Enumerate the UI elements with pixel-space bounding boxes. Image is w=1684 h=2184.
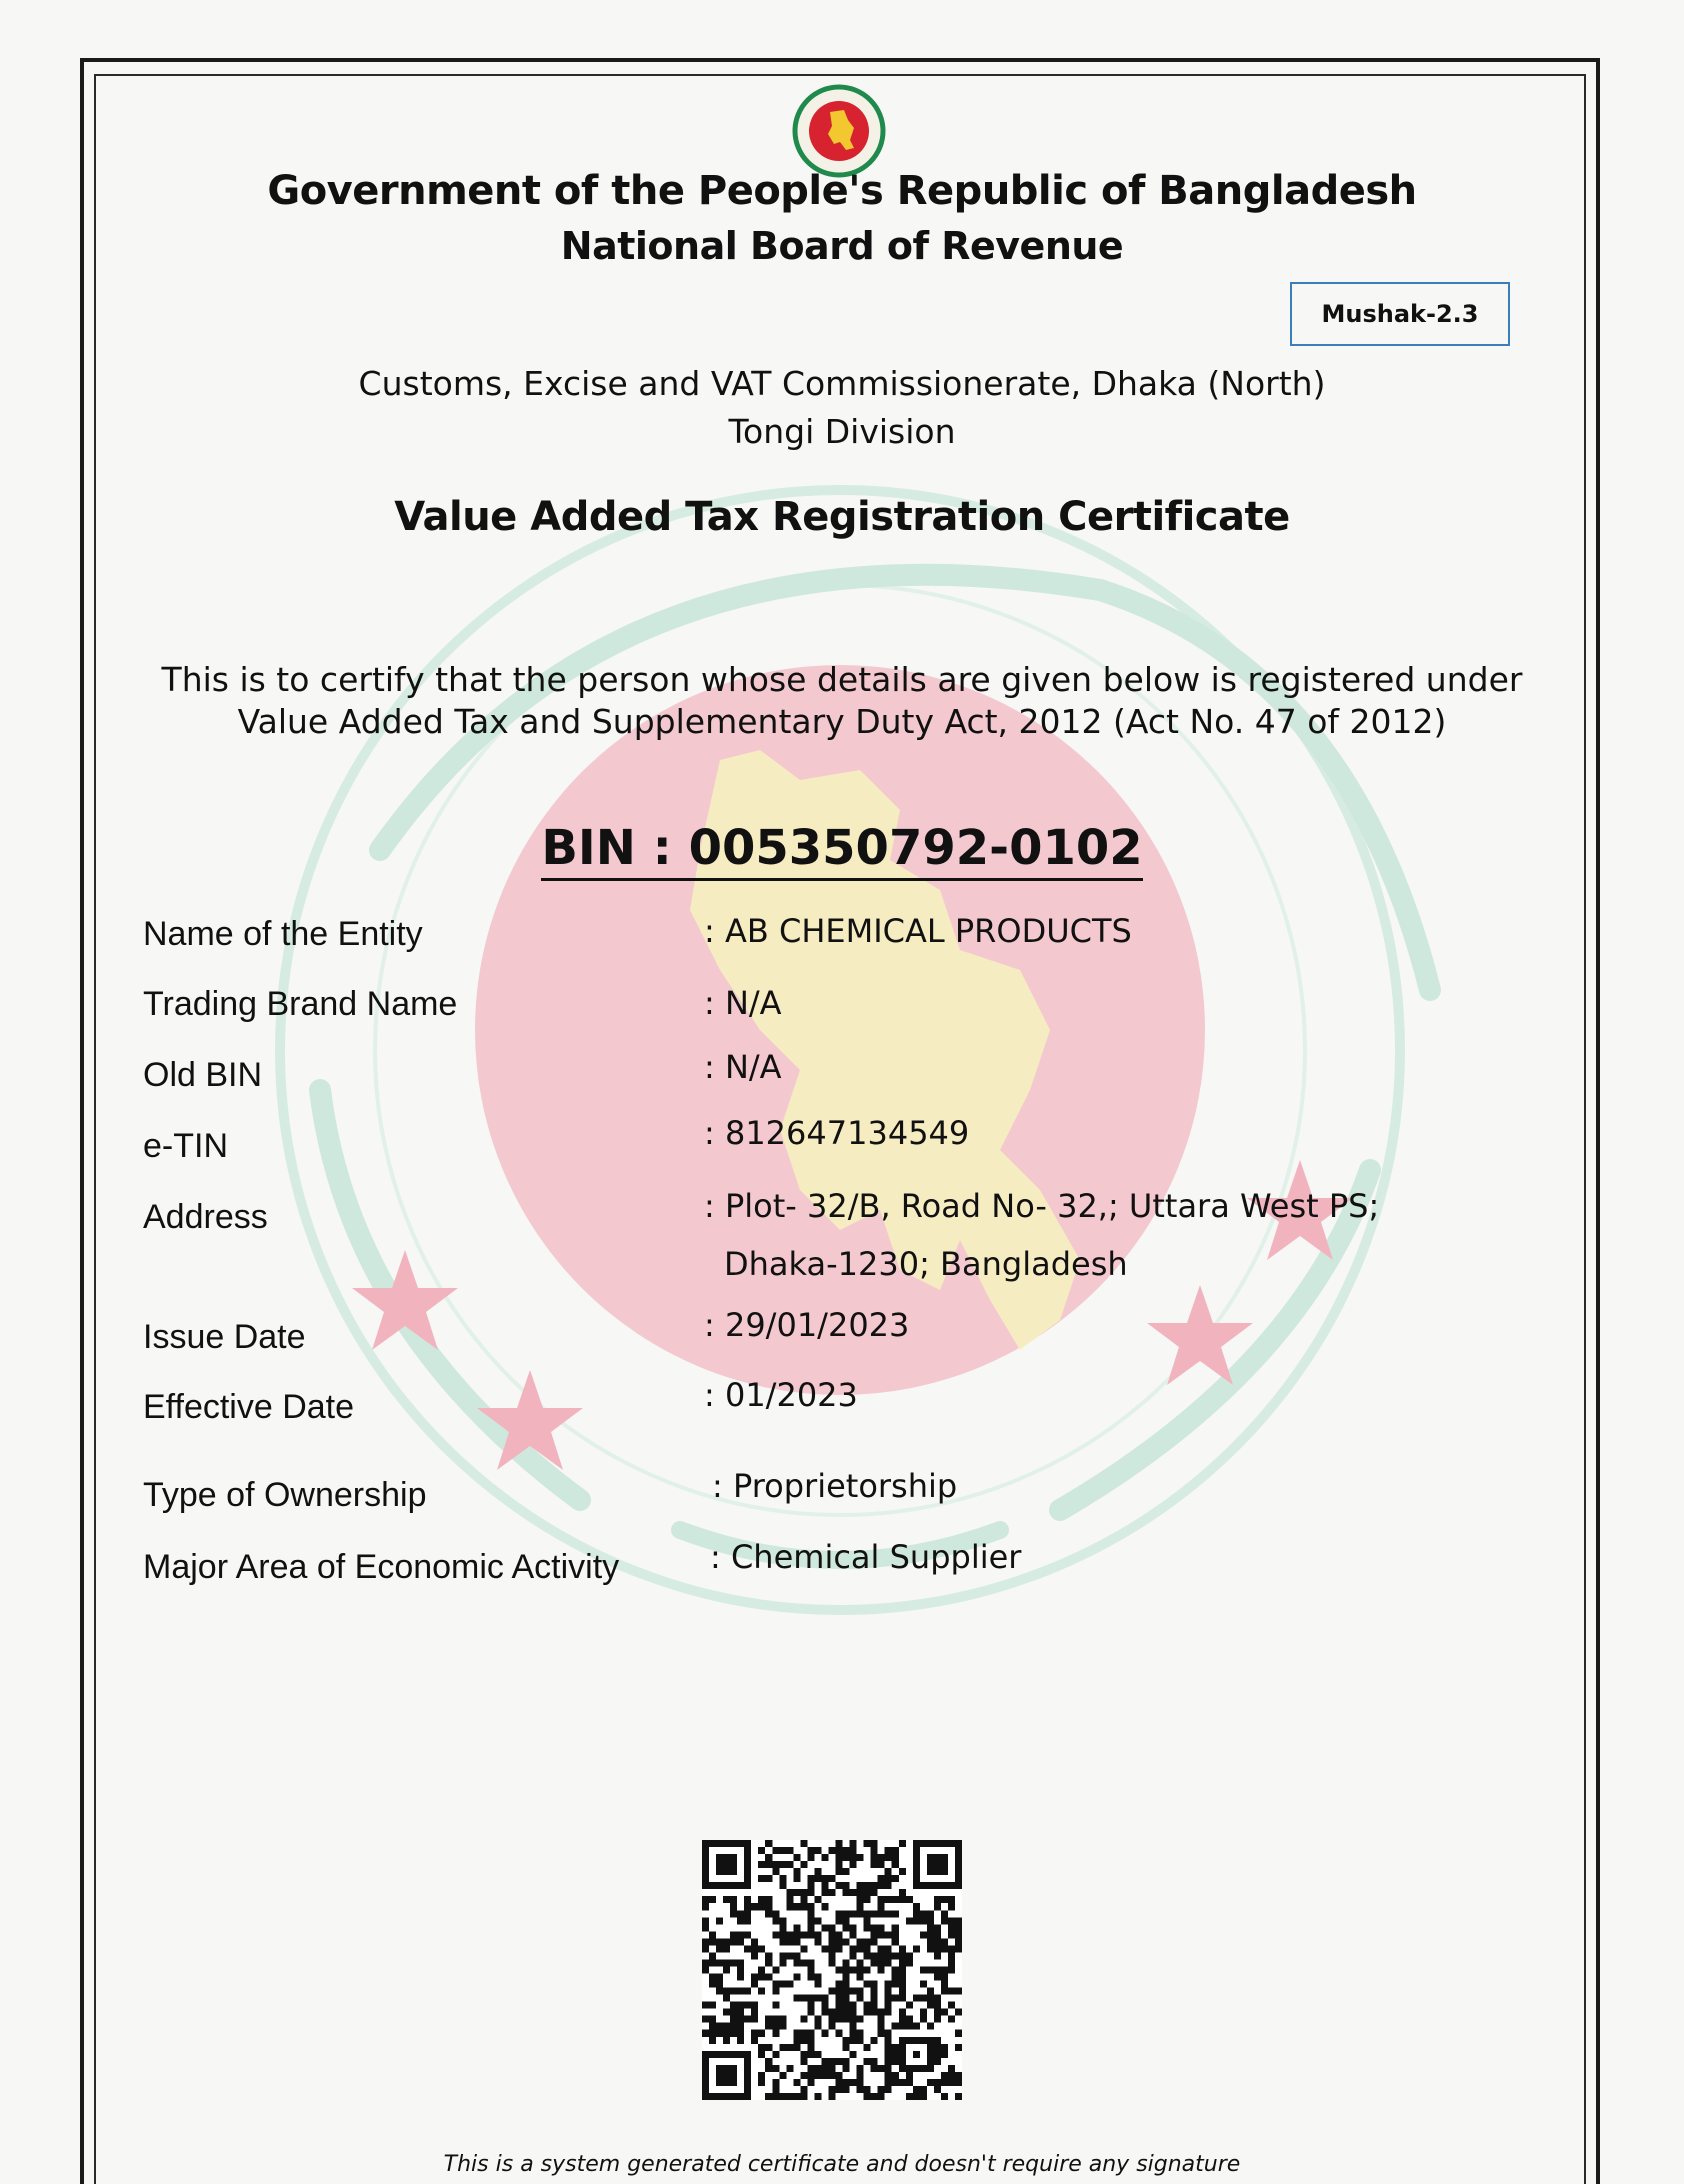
division: Tongi Division — [728, 412, 956, 451]
value-etin: : 812647134549 — [704, 1114, 970, 1152]
value-old-bin: : N/A — [704, 1048, 782, 1086]
value-issue-date: : 29/01/2023 — [704, 1306, 910, 1344]
certify-statement-line-1: This is to certify that the person whose details are given below is registered under — [161, 660, 1523, 699]
board-title: National Board of Revenue — [560, 224, 1124, 268]
government-emblem-icon — [792, 84, 886, 178]
label-issue-date: Issue Date — [143, 1318, 306, 1356]
value-address-line-1: : Plot- 32/B, Road No- 32,; Uttara West PS; — [704, 1187, 1380, 1225]
bin-label: BIN : — [541, 820, 689, 876]
commissionerate: Customs, Excise and VAT Commissionerate, Dhaka (North) — [358, 364, 1326, 403]
government-title: Government of the People's Republic of Bangladesh — [267, 168, 1417, 214]
value-ownership-type: : Proprietorship — [712, 1467, 958, 1505]
value-economic-activity: : Chemical Supplier — [710, 1538, 1022, 1576]
footer-note: This is a system generated certificate and doesn't require any signature — [443, 2152, 1241, 2177]
value-effective-date: : 01/2023 — [704, 1376, 858, 1414]
label-effective-date: Effective Date — [143, 1388, 355, 1426]
certify-statement-line-2: Value Added Tax and Supplementary Duty Act, 2012 (Act No. 47 of 2012) — [237, 702, 1447, 741]
bin-value: 005350792-0102 — [688, 820, 1143, 876]
label-old-bin: Old BIN — [143, 1056, 263, 1094]
qr-code — [702, 1840, 962, 2100]
form-code-badge: Mushak-2.3 — [1290, 282, 1510, 346]
label-entity-name: Name of the Entity — [143, 915, 423, 953]
label-address: Address — [143, 1198, 268, 1236]
label-economic-activity: Major Area of Economic Activity — [143, 1548, 620, 1586]
label-ownership-type: Type of Ownership — [143, 1476, 427, 1514]
value-address-line-2: Dhaka-1230; Bangladesh — [724, 1245, 1128, 1283]
value-trading-brand: : N/A — [704, 984, 782, 1022]
certificate-title: Value Added Tax Registration Certificate — [394, 494, 1290, 540]
label-trading-brand: Trading Brand Name — [143, 985, 458, 1023]
value-entity-name: : AB CHEMICAL PRODUCTS — [704, 912, 1132, 950]
bin-number — [0, 820, 1684, 876]
label-etin: e-TIN — [143, 1127, 228, 1165]
